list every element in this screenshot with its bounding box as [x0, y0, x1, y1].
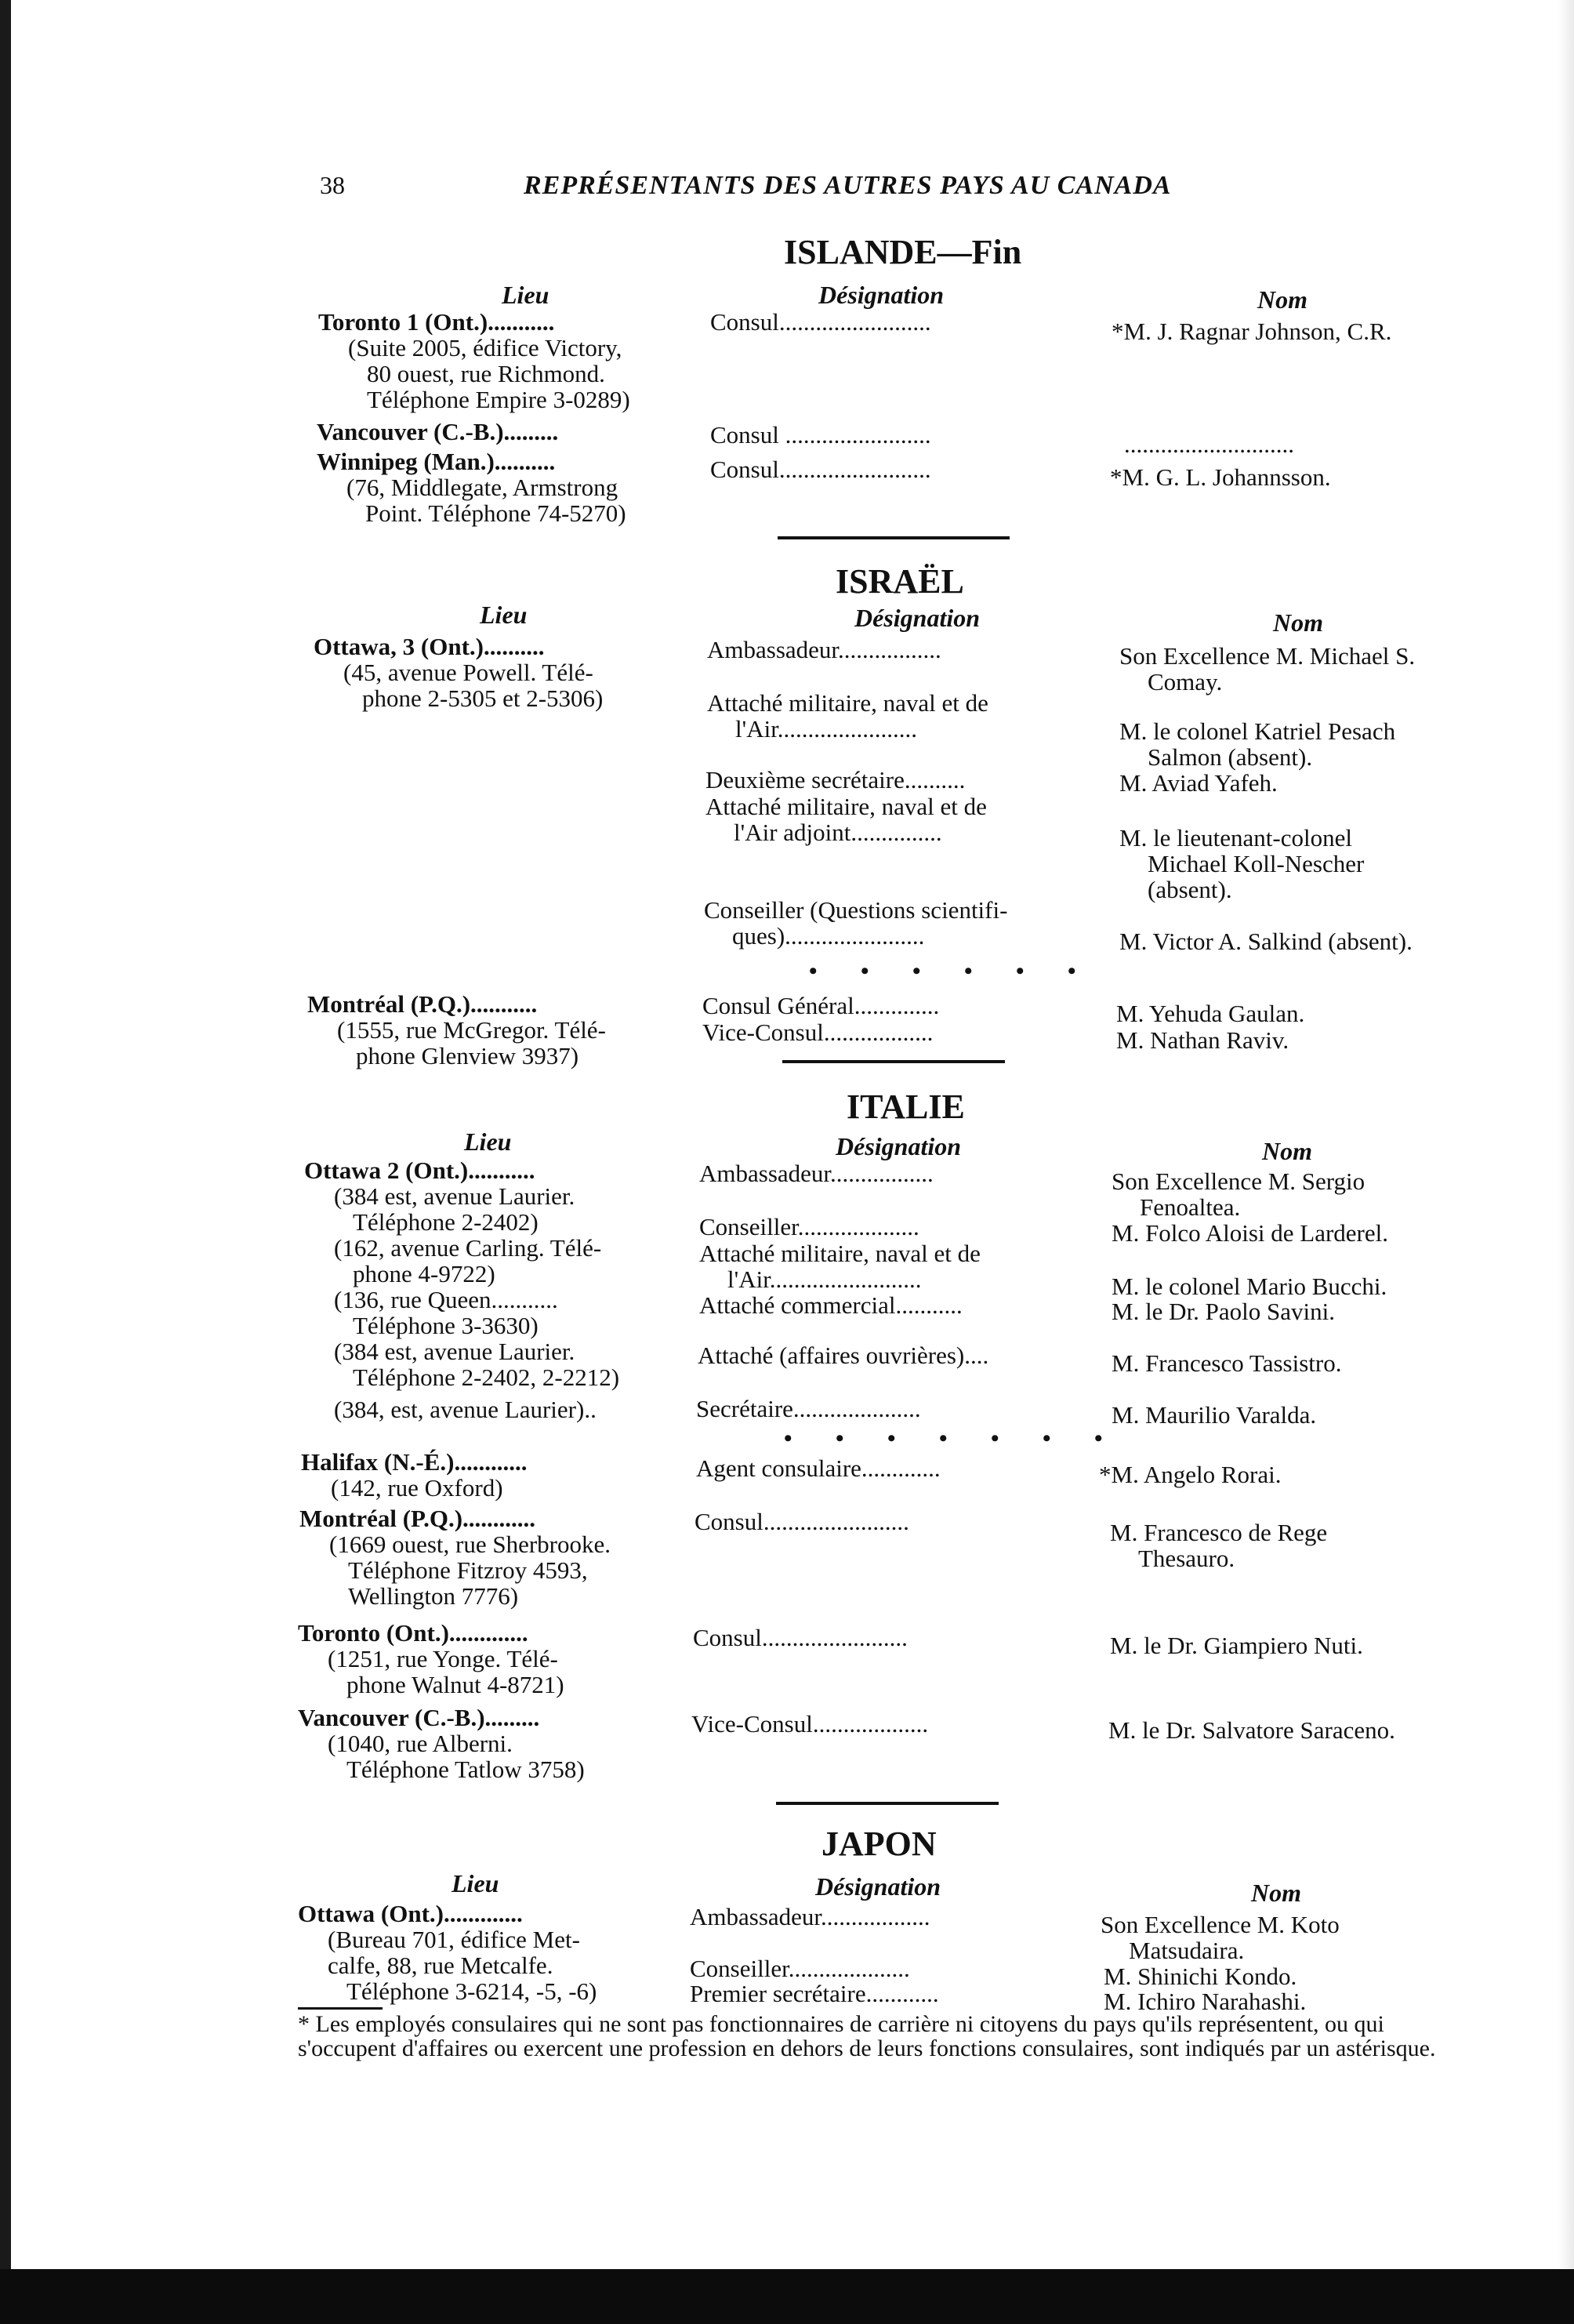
designation: Attaché militaire, naval et de l'Air adjoint............... [705, 793, 987, 846]
name: ............................ [1124, 430, 1294, 458]
place-ottawa: Ottawa (Ont.)............. (Bureau 701, édifice Met- calfe, 88, rue Metcalfe. Téléphone 3-6214, -5, -6) [298, 1900, 597, 2005]
name: M. le colonel Katriel Pesach Salmon (absent). [1119, 717, 1396, 771]
section-title-italie: ITALIE [847, 1088, 965, 1126]
designation: Vice-Consul................... [691, 1710, 929, 1738]
section-title-israel: ISRAËL [836, 562, 964, 601]
designation: Ambassadeur................. [699, 1160, 934, 1187]
section-title-islande: ISLANDE—Fin [784, 233, 1022, 271]
place-ottawa: Ottawa, 3 (Ont.).......... (45, avenue Powell. Télé- phone 2-5305 et 2-5306) [314, 633, 604, 712]
designation: Attaché militaire, naval et de l'Air......................... [699, 1240, 981, 1293]
footnote: * Les employés consulaires qui ne sont pas fonctionnaires de carrière ni citoyens du pays qu'ils représentent, ou qui s'occupent d'affaires ou exercent une profession en dehors de leurs fonctions consulaires, sont indiqués par un astérisque. [298, 2011, 1436, 2061]
place-halifax: Halifax (N.-É.)............ (142, rue Oxford) [301, 1448, 528, 1502]
designation: Ambassadeur.................. [690, 1903, 930, 1930]
designation: Consul......................... [710, 308, 931, 336]
section-title-japon: JAPON [821, 1825, 937, 1863]
place-vancouver: Vancouver (C.-B.)......... (1040, rue Alberni. Téléphone Tatlow 3758) [298, 1704, 585, 1783]
col-head-nom: Nom [1273, 608, 1323, 637]
section-rule [776, 1802, 999, 1805]
designation: Attaché commercial........... [699, 1291, 963, 1319]
name: M. Nathan Raviv. [1116, 1026, 1289, 1054]
designation: Attaché militaire, naval et de l'Air....................... [707, 689, 988, 743]
name: M. le colonel Mario Bucchi. [1112, 1273, 1387, 1300]
designation: Conseiller.................... [699, 1213, 919, 1240]
col-head-designation: Désignation [854, 604, 981, 632]
designation: Deuxième secrétaire.......... [705, 766, 966, 793]
name: M. Maurilio Varalda. [1112, 1401, 1317, 1429]
place-toronto: Toronto 1 (Ont.)........... (Suite 2005, édifice Victory, 80 ouest, rue Richmond. Téléphone Empire 3-0289) [318, 308, 630, 413]
name: M. Yehuda Gaulan. [1116, 1000, 1305, 1027]
name: M. Aviad Yafeh. [1119, 769, 1278, 797]
name: Son Excellence M. Michael S. Comay. [1119, 642, 1416, 695]
designation: Conseiller (Questions scientifi- ques)....................... [704, 896, 1008, 950]
place-ottawa: Ottawa 2 (Ont.)........... (384 est, avenue Laurier. Téléphone 2-2402) (162, avenue Carling. Télé- phone 4-9722) (136, rue Queen........... Téléphone 3-3630) (384 est, avenue Laurier. Téléphone 2-2402, 2-2212) (384, est, avenue Laurier).. [304, 1157, 620, 1423]
designation: Agent consulaire............. [696, 1454, 941, 1482]
name: Son Excellence M. Koto Matsudaira. [1101, 1911, 1340, 1964]
scan-left-edge [0, 0, 11, 2324]
running-head: REPRÉSENTANTS DES AUTRES PAYS AU CANADA [524, 171, 1172, 200]
separator-dots: • • • • • • [809, 958, 1095, 984]
designation: Consul........................ [695, 1508, 909, 1535]
place-winnipeg: Winnipeg (Man.).......... (76, Middlegate, Armstrong Point. Téléphone 74-5270) [317, 448, 626, 527]
name: M. Folco Aloisi de Larderel. [1112, 1219, 1388, 1247]
name: M. le Dr. Paolo Savini. [1112, 1298, 1336, 1325]
designation: Consul........................ [693, 1624, 908, 1651]
name: M. Ichiro Narahashi. [1104, 1988, 1307, 2015]
page-number: 38 [320, 171, 345, 199]
col-head-nom: Nom [1251, 1879, 1301, 1907]
name: M. le lieutenant-colonel Michael Koll-Nescher (absent). [1119, 824, 1365, 903]
designation: Consul ........................ [710, 421, 931, 448]
name: M. Victor A. Salkind (absent). [1119, 928, 1413, 955]
section-rule [782, 1060, 1005, 1063]
scan-right-edge [1558, 0, 1574, 2324]
name: M. Shinichi Kondo. [1104, 1963, 1297, 1990]
name: M. le Dr. Giampiero Nuti. [1110, 1632, 1363, 1659]
designation: Attaché (affaires ouvrières).... [698, 1342, 989, 1369]
designation: Premier secrétaire............ [690, 1980, 939, 2007]
col-head-nom: Nom [1262, 1137, 1312, 1165]
section-rule [778, 536, 1010, 539]
place-montreal: Montréal (P.Q.)............ (1669 ouest, rue Sherbrooke. Téléphone Fitzroy 4593, Wellington 7776) [299, 1505, 611, 1610]
col-head-designation: Désignation [836, 1132, 962, 1160]
name: *M. G. L. Johannsson. [1110, 463, 1331, 491]
designation: Ambassadeur................. [707, 636, 941, 663]
name: M. Francesco de Rege Thesauro. [1110, 1519, 1328, 1572]
designation: Secrétaire..................... [696, 1395, 921, 1422]
designation: Vice-Consul.................. [702, 1019, 934, 1046]
name: *M. Angelo Rorai. [1099, 1461, 1282, 1488]
name: M. le Dr. Salvatore Saraceno. [1108, 1716, 1395, 1744]
place-montreal: Montréal (P.Q.)........... (1555, rue McGregor. Télé- phone Glenview 3937) [307, 990, 606, 1069]
place-vancouver: Vancouver (C.-B.)......... [317, 418, 559, 445]
col-head-lieu: Lieu [480, 601, 528, 629]
separator-dots: • • • • • • • [784, 1425, 1122, 1451]
scan-bottom-edge [0, 2269, 1574, 2324]
name: *M. J. Ragnar Johnson, C.R. [1112, 318, 1392, 345]
footnote-rule [298, 2007, 383, 2010]
place-toronto: Toronto (Ont.)............. (1251, rue Yonge. Télé- phone Walnut 4-8721) [298, 1619, 564, 1698]
name: Son Excellence M. Sergio Fenoaltea. [1112, 1167, 1365, 1221]
col-head-designation: Désignation [815, 1872, 941, 1901]
col-head-lieu: Lieu [452, 1869, 499, 1897]
col-head-designation: Désignation [818, 281, 945, 309]
designation: Consul......................... [710, 456, 931, 483]
col-head-nom: Nom [1257, 285, 1307, 314]
col-head-lieu: Lieu [464, 1128, 512, 1156]
name: M. Francesco Tassistro. [1112, 1349, 1342, 1377]
col-head-lieu: Lieu [502, 281, 549, 309]
designation: Conseiller.................... [690, 1955, 910, 1982]
designation: Consul Général.............. [702, 992, 940, 1019]
